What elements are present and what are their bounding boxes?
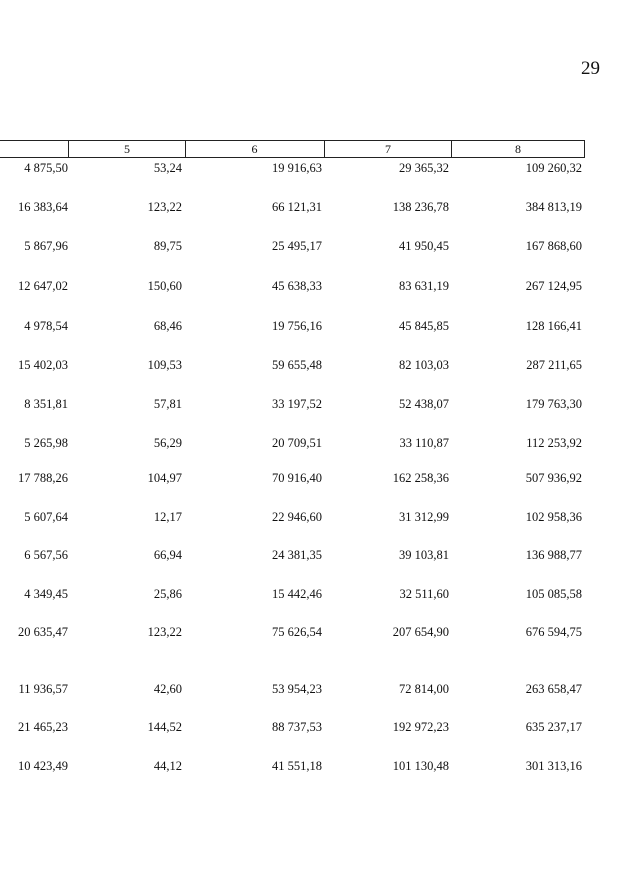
table-cell: 16 383,64 [18, 200, 68, 214]
table-cell: 144,52 [147, 720, 182, 734]
table-cell: 267 124,95 [525, 279, 582, 293]
table-cell: 112 253,92 [526, 436, 582, 450]
table-cell: 105 085,58 [525, 587, 582, 601]
table-cell: 109 260,32 [525, 161, 582, 175]
table-cell: 83 631,19 [399, 279, 449, 293]
table-cell: 53,24 [153, 161, 182, 175]
table-row [0, 720, 640, 736]
table-cell: 24 381,35 [272, 548, 322, 562]
table-cell: 109,53 [147, 358, 182, 372]
table-cell: 123,22 [147, 625, 182, 639]
table-cell: 102 958,36 [525, 510, 582, 524]
table-cell: 101 130,48 [392, 759, 449, 773]
table-cell: 384 813,19 [525, 200, 582, 214]
table-cell: 25 495,17 [272, 239, 322, 253]
table-cell: 104,97 [147, 471, 182, 485]
table-cell: 4 349,45 [24, 587, 68, 601]
table-cell: 12,17 [153, 510, 182, 524]
table-cell: 263 658,47 [525, 682, 582, 696]
table-row [0, 759, 640, 775]
table-row [0, 319, 640, 335]
table-cell: 25,86 [153, 587, 182, 601]
header-cell-7: 7 [325, 140, 452, 158]
table-cell: 45 845,85 [399, 319, 449, 333]
table-cell: 179 763,30 [525, 397, 582, 411]
table-cell: 59 655,48 [272, 358, 322, 372]
header-cell-1 [0, 140, 69, 158]
table-cell: 53 954,23 [272, 682, 322, 696]
table-cell: 72 814,00 [399, 682, 449, 696]
table-cell: 19 756,16 [272, 319, 322, 333]
table-cell: 88 737,53 [272, 720, 322, 734]
table-cell: 10 423,49 [18, 759, 68, 773]
table-cell: 192 972,23 [392, 720, 449, 734]
table-cell: 4 875,50 [24, 161, 68, 175]
table-cell: 6 567,56 [24, 548, 68, 562]
table-cell: 4 978,54 [24, 319, 68, 333]
table-row [0, 471, 640, 487]
table-cell: 123,22 [147, 200, 182, 214]
table-cell: 17 788,26 [18, 471, 68, 485]
table-cell: 150,60 [147, 279, 182, 293]
header-cell-6: 6 [185, 140, 325, 158]
table-cell: 82 103,03 [399, 358, 449, 372]
table-cell: 29 365,32 [399, 161, 449, 175]
table-cell: 75 626,54 [272, 625, 322, 639]
table-cell: 15 442,46 [272, 587, 322, 601]
page-number: 29 [581, 58, 600, 79]
table-cell: 20 709,51 [272, 436, 322, 450]
table-cell: 21 465,23 [18, 720, 68, 734]
table-cell: 507 936,92 [525, 471, 582, 485]
table-cell: 128 166,41 [525, 319, 582, 333]
table-cell: 42,60 [153, 682, 182, 696]
table-cell: 31 312,99 [399, 510, 449, 524]
table-cell: 136 988,77 [525, 548, 582, 562]
table-cell: 167 868,60 [525, 239, 582, 253]
table-cell: 207 654,90 [392, 625, 449, 639]
table-cell: 12 647,02 [18, 279, 68, 293]
table-row [0, 510, 640, 526]
header-cell-5: 5 [68, 140, 186, 158]
table-cell: 20 635,47 [18, 625, 68, 639]
table-cell: 635 237,17 [525, 720, 582, 734]
table-cell: 32 511,60 [399, 587, 449, 601]
table-cell: 52 438,07 [399, 397, 449, 411]
table-cell: 5 867,96 [24, 239, 68, 253]
table-cell: 162 258,36 [392, 471, 449, 485]
table-cell: 41 551,18 [272, 759, 322, 773]
table-cell: 68,46 [153, 319, 182, 333]
table-row [0, 625, 640, 641]
table-cell: 19 916,63 [272, 161, 322, 175]
table-cell: 5 265,98 [24, 436, 68, 450]
table-cell: 70 916,40 [272, 471, 322, 485]
table-cell: 33 197,52 [272, 397, 322, 411]
table-cell: 57,81 [153, 397, 182, 411]
table-row [0, 358, 640, 374]
table-row [0, 279, 640, 295]
table-cell: 8 351,81 [24, 397, 68, 411]
table-cell: 66,94 [153, 548, 182, 562]
table-cell: 44,12 [153, 759, 182, 773]
table-cell: 22 946,60 [272, 510, 322, 524]
table-cell: 11 936,57 [18, 682, 68, 696]
table-cell: 39 103,81 [399, 548, 449, 562]
table-cell: 66 121,31 [272, 200, 322, 214]
table-cell: 41 950,45 [399, 239, 449, 253]
table-cell: 138 236,78 [392, 200, 449, 214]
table-cell: 33 110,87 [399, 436, 449, 450]
table-cell: 676 594,75 [525, 625, 582, 639]
table-row [0, 587, 640, 603]
table-row [0, 239, 640, 255]
table-cell: 287 211,65 [526, 358, 582, 372]
table-row [0, 548, 640, 564]
table-cell: 45 638,33 [272, 279, 322, 293]
table-row [0, 200, 640, 216]
table-cell: 15 402,03 [18, 358, 68, 372]
table-row [0, 682, 640, 698]
table-row [0, 397, 640, 413]
table-row [0, 161, 640, 177]
table-cell: 89,75 [153, 239, 182, 253]
table-row [0, 436, 640, 452]
header-cell-8: 8 [452, 140, 585, 158]
table-cell: 56,29 [153, 436, 182, 450]
table-cell: 5 607,64 [24, 510, 68, 524]
table-cell: 301 313,16 [525, 759, 582, 773]
